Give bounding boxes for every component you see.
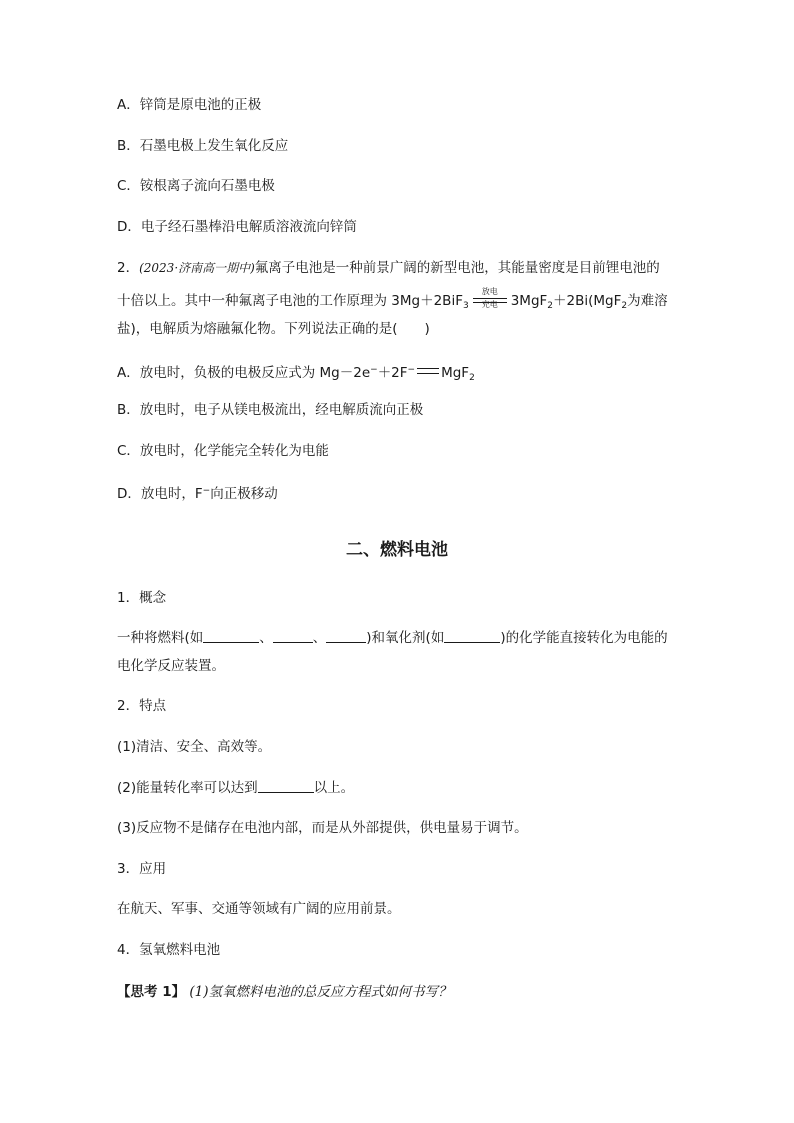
s4-title: 4．氢氧燃料电池 bbox=[117, 942, 221, 958]
separator: 、 bbox=[259, 630, 273, 646]
s1-text-c: )的化学能直接转化为电能的 bbox=[500, 630, 668, 646]
q2-stem-line1 bbox=[117, 258, 660, 278]
q2-optD-b: 向正极移动 bbox=[210, 486, 278, 502]
subscript: 2 bbox=[547, 301, 554, 311]
q2-text2c: ＋2Bi(MgF bbox=[553, 293, 622, 309]
subscript: 3 bbox=[462, 301, 469, 311]
s1-text-b: )和氧化剂(如 bbox=[366, 630, 445, 646]
subscript: 2 bbox=[621, 301, 628, 311]
q2-option-c: C．放电时，化学能完全转化为电能 bbox=[117, 443, 329, 459]
q2-source: (2023·济南高一期中) bbox=[139, 261, 255, 275]
fill-blank[interactable] bbox=[444, 628, 500, 643]
s2-item2 bbox=[117, 778, 354, 798]
q2-option-b: B．放电时，电子从镁电极流出，经电解质流向正极 bbox=[117, 402, 424, 418]
superscript: − bbox=[407, 365, 416, 375]
s3-text: 在航天、军事、交通等领域有广阔的应用前景。 bbox=[117, 901, 401, 917]
superscript: − bbox=[370, 365, 378, 375]
fill-blank[interactable] bbox=[326, 628, 366, 643]
q2-text2a: 十倍以上。其中一种氟离子电池的工作原理为 3Mg＋2BiF bbox=[117, 293, 463, 309]
s2-title: 2．特点 bbox=[117, 698, 167, 714]
q2-optD-a: D．放电时，F bbox=[117, 486, 203, 502]
q2-text2d: 为难溶 bbox=[627, 293, 668, 309]
q2-stem-line3: 盐)，电解质为熔融氟化物。下列说法正确的是( ) bbox=[117, 321, 430, 337]
think-label: 【思考 1】 bbox=[117, 984, 186, 1000]
q1-option-a: A．锌筒是原电池的正极 bbox=[117, 97, 262, 113]
q1-option-d: D．电子经石墨棒沿电解质溶液流向锌筒 bbox=[117, 219, 357, 235]
think-line bbox=[117, 982, 452, 1002]
s2-item2-b: 以上。 bbox=[313, 780, 355, 796]
q1-option-c: C．铵根离子流向石墨电极 bbox=[117, 178, 275, 194]
s1-text-a: 一种将燃料(如 bbox=[117, 630, 204, 646]
subscript: 2 bbox=[469, 373, 475, 383]
fill-blank[interactable] bbox=[258, 778, 314, 793]
s1-title: 1．概念 bbox=[117, 590, 167, 606]
s2-item3: (3)反应物不是储存在电池内部，而是从外部提供，供电量易于调节。 bbox=[117, 820, 528, 836]
q2-optA-c: MgF bbox=[441, 365, 470, 381]
q2-option-a bbox=[117, 360, 475, 388]
s2-item2-a: (2)能量转化率可以达到 bbox=[117, 780, 258, 796]
section-heading: 二、燃料电池 bbox=[346, 540, 448, 560]
reversible-arrow bbox=[469, 287, 511, 310]
s1-para-line1 bbox=[117, 628, 668, 648]
q2-optA-b: ＋2F bbox=[377, 365, 408, 381]
equals-sign-icon bbox=[417, 368, 439, 374]
s2-item1: (1)清洁、安全、高效等。 bbox=[117, 739, 272, 755]
q2-option-d bbox=[117, 481, 278, 504]
fill-blank[interactable] bbox=[273, 628, 313, 643]
arrow-bottom-label: 充电 bbox=[481, 300, 498, 309]
q2-text2b: 3MgF bbox=[510, 293, 548, 309]
q2-optA-a: A．放电时，负极的电极反应式为 Mg－2e bbox=[117, 365, 371, 381]
q2-number: 2． bbox=[117, 260, 140, 276]
q2-stem-line2 bbox=[117, 287, 668, 316]
fill-blank[interactable] bbox=[203, 628, 259, 643]
s1-para-line2: 电化学反应装置。 bbox=[117, 658, 225, 674]
arrow-top-label: 放电 bbox=[481, 287, 498, 296]
q2-text1: 氟离子电池是一种前景广阔的新型电池，其能量密度是目前锂电池的 bbox=[254, 260, 660, 276]
separator: 、 bbox=[312, 630, 327, 646]
think-question: (1)氢氧燃料电池的总反应方程式如何书写？ bbox=[185, 984, 452, 1000]
q1-option-b: B．石墨电极上发生氧化反应 bbox=[117, 138, 289, 154]
superscript: − bbox=[202, 486, 211, 496]
s3-title: 3．应用 bbox=[117, 861, 167, 877]
